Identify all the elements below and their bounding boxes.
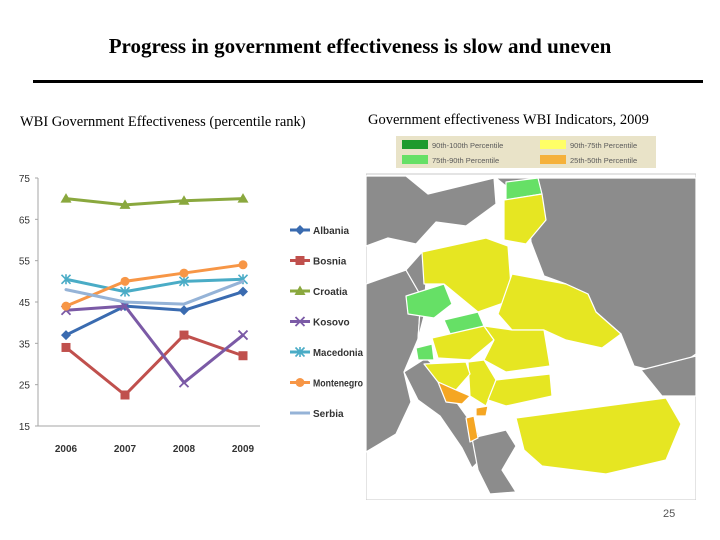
x-tick-label: 2008 bbox=[172, 444, 196, 455]
legend-label-1: 90th-75th Percentile bbox=[570, 141, 638, 150]
y-tick-label: 25 bbox=[18, 380, 30, 392]
x-tick-label: 2006 bbox=[54, 444, 78, 455]
bosnia-series-point bbox=[180, 331, 189, 340]
legend-swatch-0 bbox=[402, 140, 428, 149]
legend-albania-point bbox=[295, 225, 305, 235]
y-tick-label: 55 bbox=[18, 256, 30, 268]
montenegro-series-point bbox=[180, 269, 189, 278]
map-graphic bbox=[366, 134, 696, 500]
legend-swatch-3 bbox=[540, 155, 566, 164]
y-tick-label: 35 bbox=[18, 339, 30, 351]
x-tick-label: 2009 bbox=[231, 444, 255, 455]
legend-label-3: 25th-50th Percentile bbox=[570, 156, 638, 165]
albania-series-line bbox=[66, 292, 243, 335]
bosnia-series-point bbox=[239, 351, 248, 360]
page-number: 25 bbox=[663, 508, 676, 520]
bosnia-series-point bbox=[121, 391, 130, 400]
legend-label-kosovo: Kosovo bbox=[313, 317, 350, 329]
legend-label-0: 90th-100th Percentile bbox=[432, 141, 504, 150]
legend-label-albania: Albania bbox=[313, 226, 350, 237]
kosovo-series-point bbox=[239, 331, 248, 340]
y-tick-label: 75 bbox=[18, 174, 30, 185]
bosnia-series-point bbox=[62, 343, 71, 352]
kosovo-region bbox=[476, 406, 488, 416]
legend-label-croatia: Croatia bbox=[313, 287, 348, 298]
legend-label-macedonia: Macedonia bbox=[313, 348, 364, 359]
kosovo-series-line bbox=[66, 306, 243, 382]
europe-map bbox=[366, 134, 696, 500]
legend-label-montenegro: Montenegro bbox=[313, 378, 363, 390]
legend-label-2: 75th-90th Percentile bbox=[432, 156, 500, 165]
croatia-series-line bbox=[66, 199, 243, 205]
legend-bosnia-point bbox=[296, 256, 305, 265]
albania-series-point bbox=[61, 330, 71, 340]
map-subtitle: Government effectiveness WBI Indicators, 2009 bbox=[368, 112, 649, 128]
y-tick-label: 65 bbox=[18, 215, 30, 227]
slide-title: Progress in government effectiveness is slow and uneven bbox=[108, 34, 612, 58]
title-underline bbox=[33, 80, 703, 83]
montenegro-series-point bbox=[62, 302, 71, 311]
line-chart bbox=[0, 168, 370, 468]
romania-region bbox=[484, 326, 550, 372]
legend-swatch-2 bbox=[402, 155, 428, 164]
legend-swatch-1 bbox=[540, 140, 566, 149]
albania-series-point bbox=[179, 305, 189, 315]
montenegro-series-point bbox=[239, 260, 248, 269]
y-tick-label: 15 bbox=[18, 422, 30, 433]
y-tick-label: 45 bbox=[18, 298, 30, 309]
chart-subtitle: WBI Government Effectiveness (percentile rank) bbox=[20, 114, 306, 130]
x-tick-label: 2007 bbox=[113, 444, 137, 455]
kosovo-series-point bbox=[180, 378, 189, 387]
macedonia-series-line bbox=[66, 279, 243, 291]
legend-label-serbia: Serbia bbox=[313, 409, 344, 420]
legend-label-bosnia: Bosnia bbox=[313, 256, 347, 268]
legend-montenegro-point bbox=[296, 378, 305, 387]
montenegro-series-point bbox=[121, 277, 130, 286]
albania-series-point bbox=[238, 287, 248, 297]
